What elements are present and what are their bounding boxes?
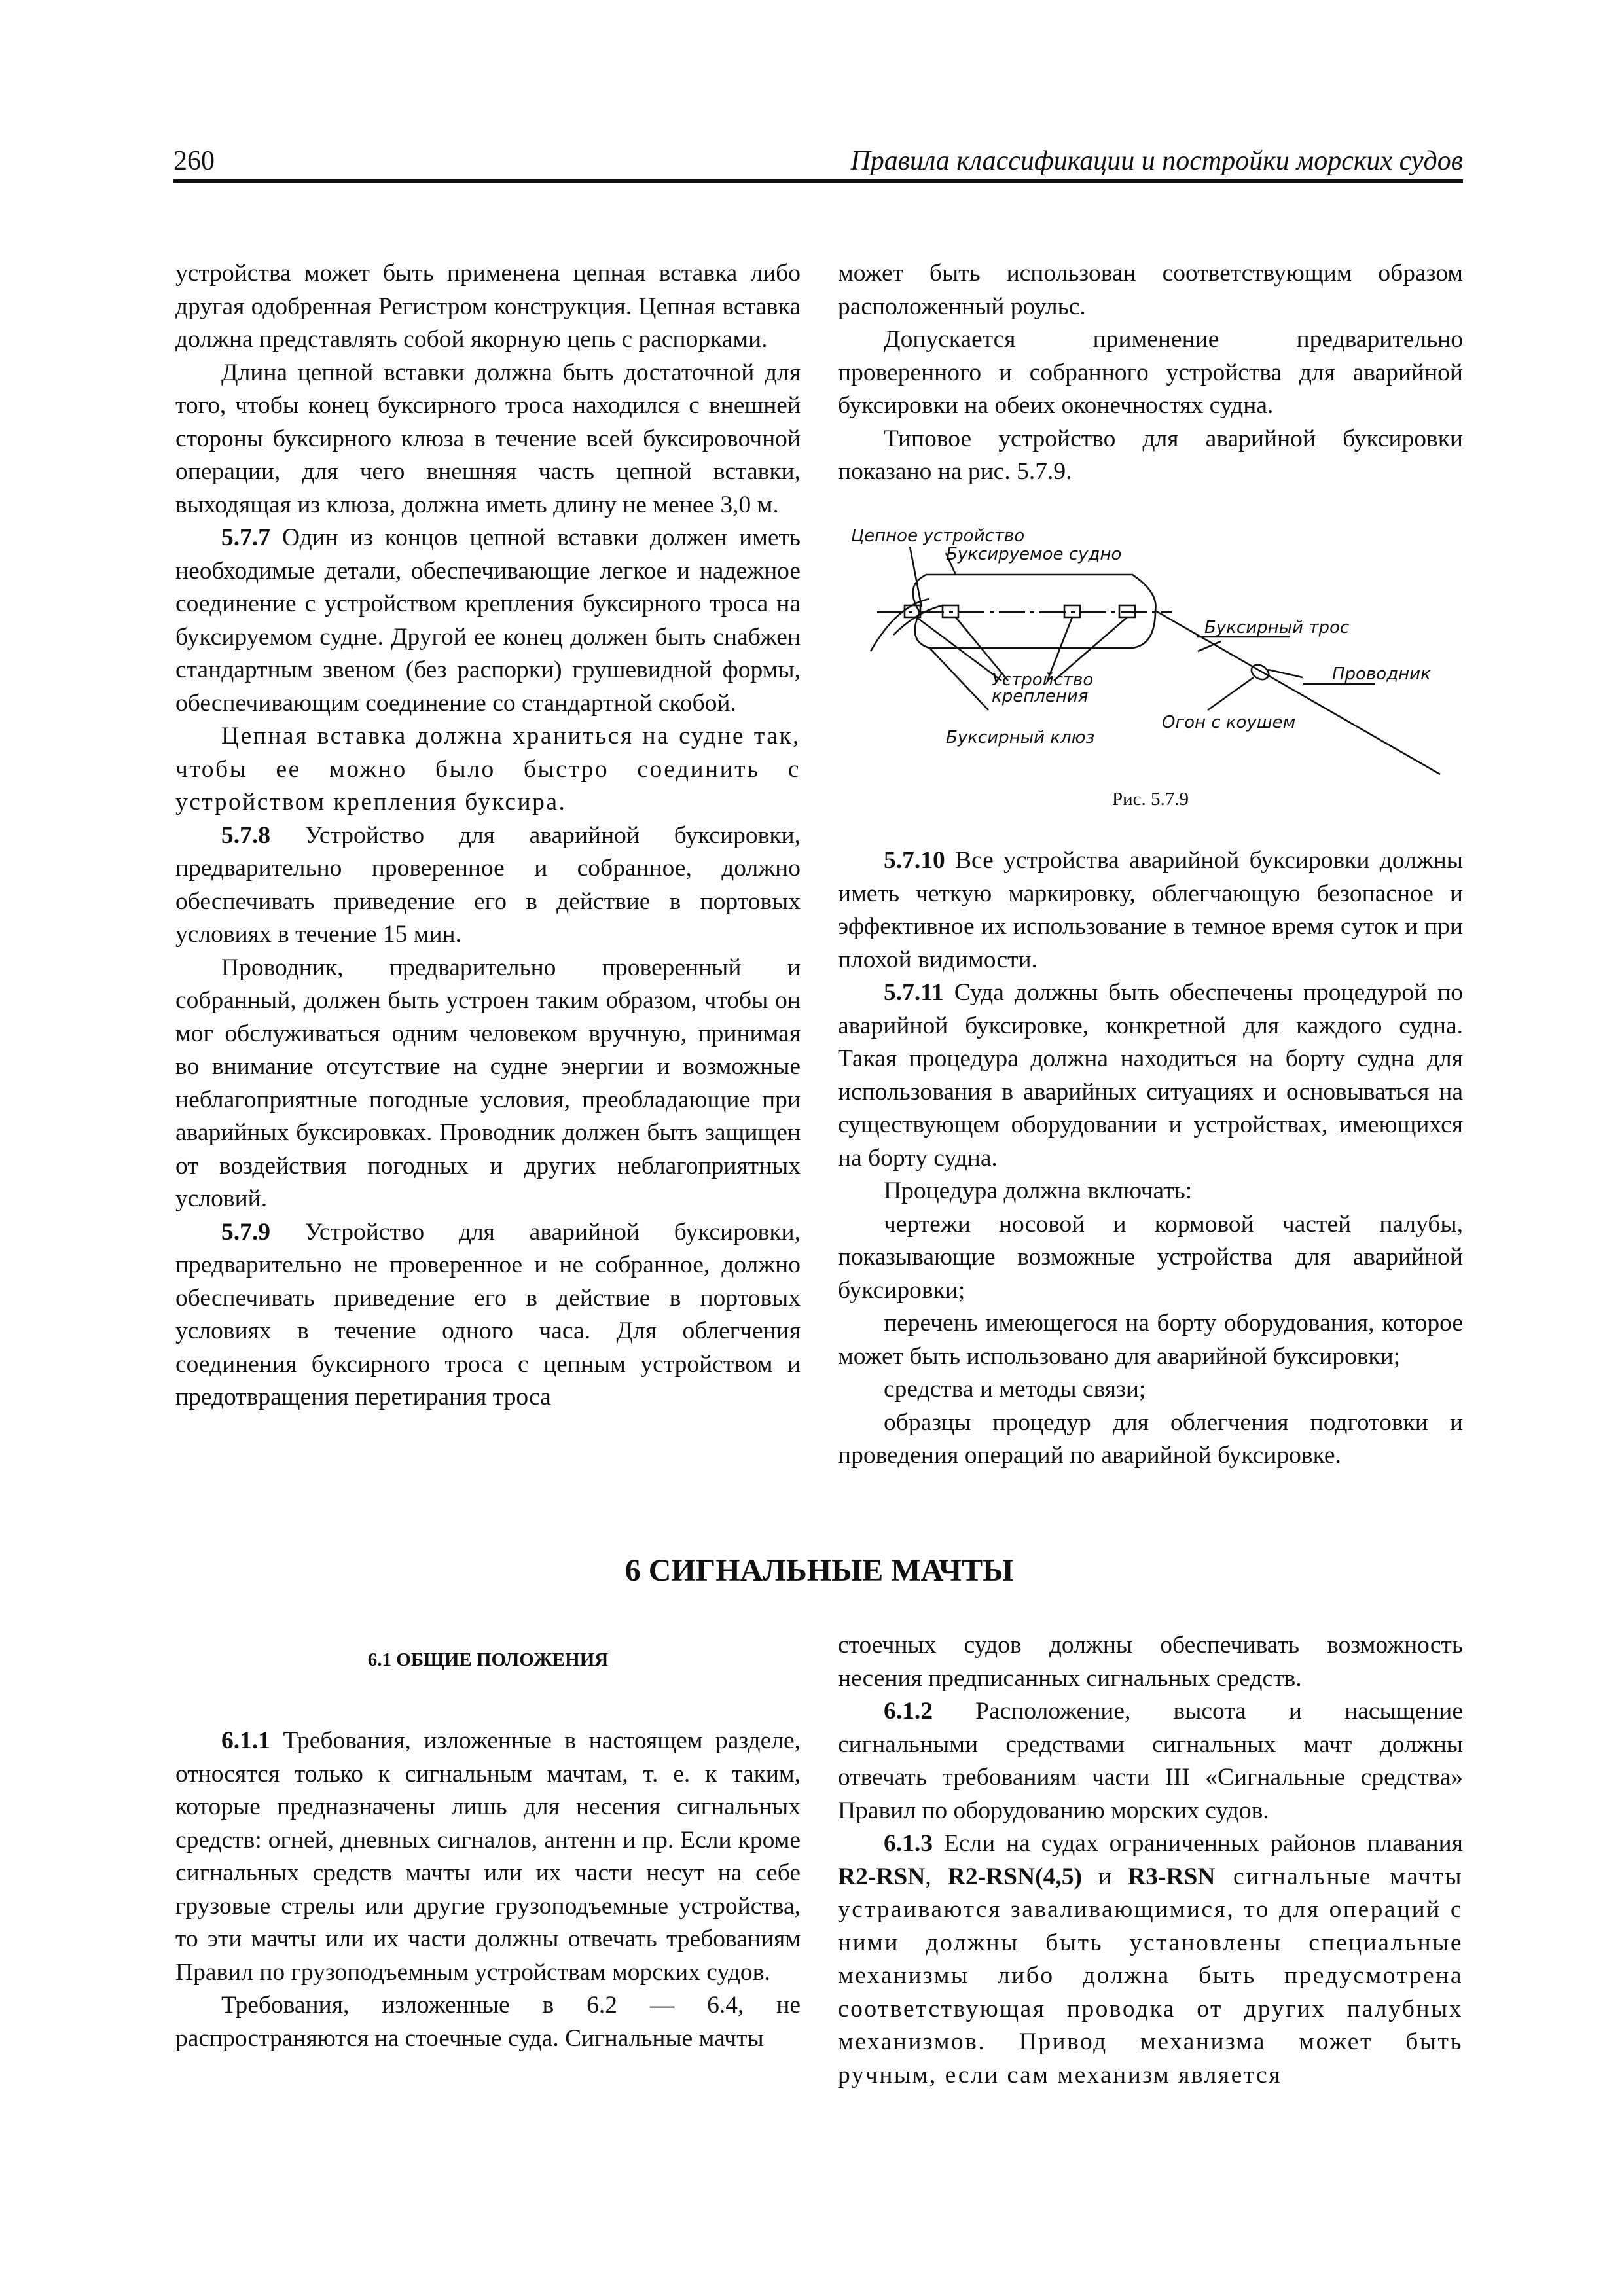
clause-number: 5.7.10	[884, 847, 945, 874]
leader-line	[910, 547, 922, 607]
list-item: чертежи носовой и кормовой частей палубы, показывающие возможные устройства для аварийной буксировки;	[838, 1210, 1463, 1304]
clause-number: 6.1.3	[884, 1830, 933, 1857]
column-right-middle	[838, 844, 1463, 1473]
leader-line	[916, 617, 1001, 681]
paragraph: Типовое устройство для аварийной буксировки показано на рис. 5.7.9.	[838, 425, 1463, 485]
label-thimble-eye: Огон с коушем	[1162, 713, 1296, 732]
clause-text: Все устройства аварийной буксировки должны иметь четкую маркировку, облегчающую безопасное и эффективное их использование в темное время суток и при плохой видимости.	[838, 847, 1463, 973]
running-title: Правила классификации и постройки морских судов	[850, 146, 1463, 176]
area-notation: R3-RSN	[1128, 1863, 1216, 1890]
paragraph: стоечных судов должны обеспечивать возможность несения предписанных сигнальных средств.	[838, 1632, 1463, 1692]
column-left-top	[175, 257, 801, 1414]
clause-number: 5.7.7	[221, 524, 270, 551]
label-chain-arrangement: Цепное устройство	[851, 526, 1025, 546]
separator: и	[1081, 1863, 1128, 1890]
clause-text: Расположение, высота и насыщение сигнальными средствами сигнальных мачт должны отвечать требованиям части III «Сигнальные средства» Правил по оборудованию морских судов.	[838, 1698, 1463, 1824]
paragraph-6-1-2	[838, 1695, 1463, 1827]
paragraph-5-7-9	[175, 1216, 801, 1414]
paragraph: устройства может быть применена цепная вставка либо другая одобренная Регистром конструкция. Цепная вставка должна представлять собой якорную цепь с распорками.	[175, 260, 801, 353]
label-fastening-device: Устройство	[992, 670, 1094, 690]
leader-line	[1268, 670, 1303, 677]
separator: ,	[925, 1863, 948, 1890]
column-right-top	[838, 257, 1463, 489]
paragraph: Проводник, предварительно проверенный и собранный, должен быть устроен таким образом, чтобы он мог обслуживаться одним человеком вручную, принимая во внимание отсутствие на судне энергии и возможные неблагоприятные погодные условия, преобладающие при аварийных буксировках. Проводник должен быть защищен от воздействия погодных и других неблагоприятных условий.	[175, 954, 801, 1212]
paragraph: Длина цепной вставки должна быть достаточной для того, чтобы конец буксирного троса находился с внешней стороны буксирного клюза в течение всей буксировочной операции, для чего внешняя часть цепной вставки, выходящая из клюза, должна иметь длину не менее 3,0 м.	[175, 359, 801, 518]
label-fairlead: Буксирный клюз	[946, 728, 1095, 747]
clause-number: 5.7.8	[221, 821, 270, 849]
leader-line	[1208, 677, 1254, 710]
list-item: средства и методы связи;	[884, 1376, 1146, 1403]
clause-text: Устройство для аварийной буксировки, предварительно не проверенное и не собранное, должно обеспечивать приведение его в действие в портовых условиях в течение одного часа. Для облегчения соединения буксирного троса с цепным устройством и предотвращения перетирания троса	[175, 1218, 801, 1410]
list-item: перечень имеющегося на борту оборудования, которое может быть использовано для аварийной буксировки;	[838, 1310, 1463, 1370]
figure-caption: Рис. 5.7.9	[1111, 789, 1189, 810]
clause-number: 5.7.11	[884, 979, 944, 1006]
label-tow-rope: Буксирный трос	[1204, 618, 1350, 637]
paragraph: Требования, изложенные в 6.2 — 6.4, не распространяются на стоечные суда. Сигнальные мачты	[175, 1992, 801, 2052]
column-right-bottom	[838, 1629, 1463, 2092]
label-fastening-device-2: крепления	[992, 687, 1089, 706]
section-title: 6 СИГНАЛЬНЫЕ МАЧТЫ	[624, 1553, 1014, 1588]
paragraph-5-7-8	[175, 819, 801, 952]
column-left-bottom	[175, 1725, 801, 2055]
clause-number: 6.1.2	[884, 1698, 933, 1725]
clause-text: Если на судах ограниченных районов плавания	[933, 1830, 1463, 1857]
paragraph-5-7-10	[838, 844, 1463, 977]
area-notation: R2-RSN	[838, 1863, 926, 1890]
clause-number: 5.7.9	[221, 1218, 270, 1246]
clause-text: Требования, изложенные в настоящем разделе, относятся только к сигнальным мачтам, т. е. к таким, которые предназначены лишь для несения сигнальных средств: огней, дневных сигналов, антенн и пр. Если кроме сигнальных средств мачты или их части несут на себе грузовые стрелы или другие грузоподъемные устройства, то эти мачты или их части должны отвечать требованиям Правил по грузоподъемным устройствам морских судов.	[175, 1727, 801, 1986]
paragraph-6-1-3	[838, 1827, 1463, 2092]
paragraph-5-7-7	[175, 522, 801, 720]
subsection-title: 6.1 ОБЩИЕ ПОЛОЖЕНИЯ	[367, 1649, 609, 1670]
clause-text: Устройство для аварийной буксировки, предварительно проверенное и собранное, должно обеспечивать приведение его в действие в портовых условиях в течение 15 мин.	[175, 821, 801, 948]
paragraph: может быть использован соответствующим образом расположенный роульс.	[838, 260, 1463, 320]
paragraph: Цепная вставка должна храниться на судне так, чтобы ее можно было быстро соединить с устройством крепления буксира.	[175, 723, 801, 816]
list-item: образцы процедур для облегчения подготовки и проведения операций по аварийной буксировке.	[838, 1408, 1463, 1469]
paragraph-5-7-11	[838, 977, 1463, 1175]
paragraph: Допускается применение предварительно проверенного и собранного устройства для аварийной буксировки на обеих оконечностях судна.	[838, 326, 1463, 419]
figure-5-7-9	[831, 514, 1470, 776]
label-messenger: Проводник	[1332, 664, 1431, 684]
leader-line	[929, 648, 988, 710]
clause-text: сигнальные мачты устраиваются заваливающимися, то для операций с ними должны быть установлены специальные механизмы либо должна быть предусмотрена соответствующая проводка от других палубных механизмов. Привод механизма может быть ручным, если сам механизм является	[838, 1863, 1463, 2089]
area-notation: R2-RSN(4,5)	[947, 1863, 1082, 1890]
clause-text: Один из концов цепной вставки должен иметь необходимые детали, обеспечивающие легкое и надежное соединение с устройством крепления буксирного троса на буксируемом судне. Другой ее конец должен быть снабжен стандартным звеном (без распорки) грушевидной формы, обеспечивающим соединение со стандартной скобой.	[175, 524, 801, 717]
clause-number: 6.1.1	[221, 1727, 270, 1754]
paragraph: Процедура должна включать:	[884, 1177, 1193, 1204]
page-number: 260	[173, 146, 215, 176]
header-rule	[173, 179, 1463, 183]
page-header	[173, 145, 1463, 182]
paragraph-6-1-1	[175, 1725, 801, 1989]
clause-text: Суда должны быть обеспечены процедурой по аварийной буксировке, конкретной для каждого судна. Такая процедура должна находиться на борту судна для использования в аварийных ситуациях и основываться на существующем оборудовании и устройствах, имеющихся на борту судна.	[838, 979, 1463, 1172]
label-towed-ship: Буксируемое судно	[946, 545, 1122, 564]
